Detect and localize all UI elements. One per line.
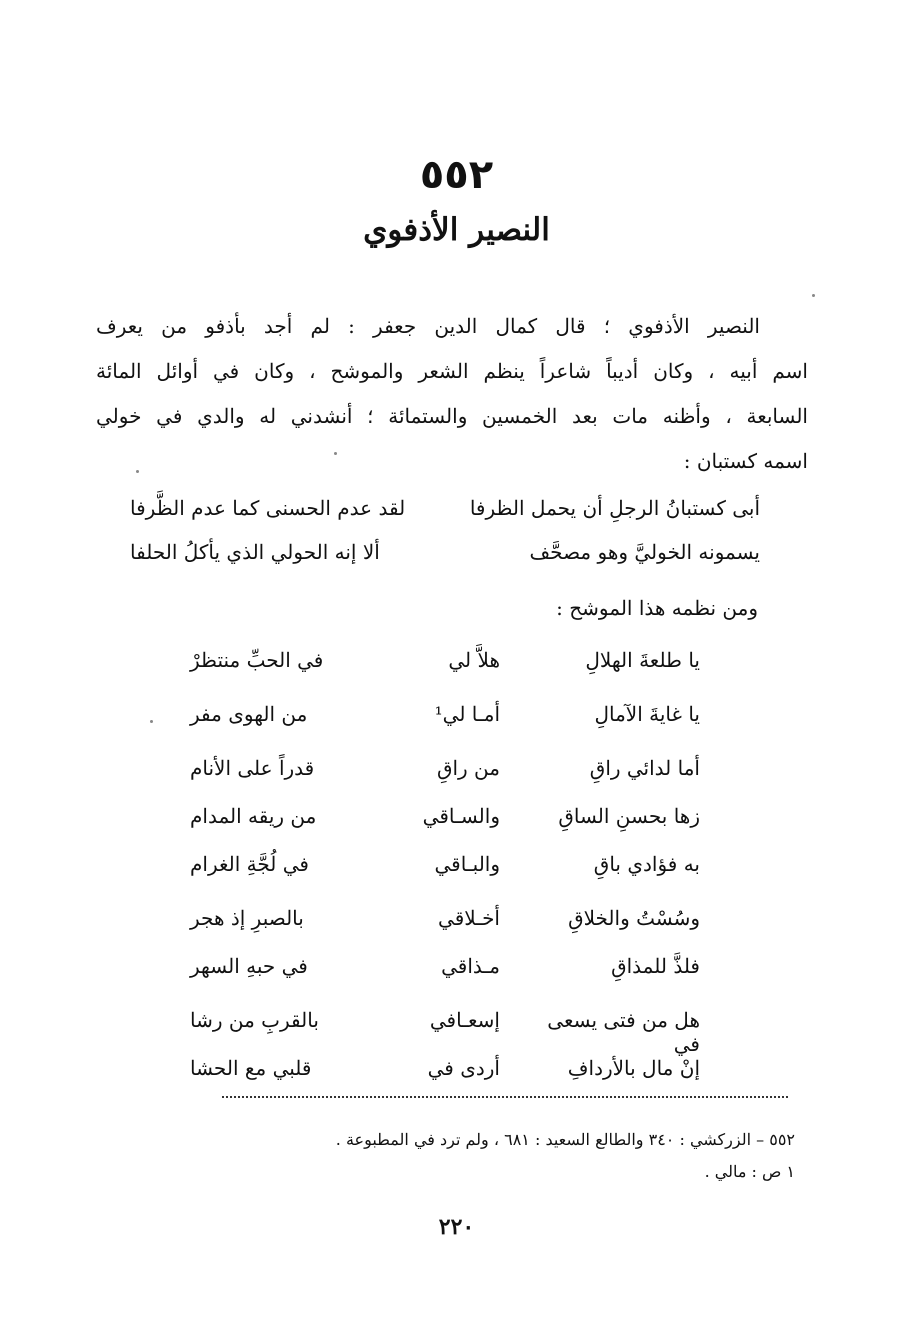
- muwashshah-part-b: من راقِ: [436, 756, 500, 780]
- muwashshah-part-b: والبـاقي: [434, 852, 500, 876]
- muwashshah-part-c: بالصبرِ إذ هجر: [190, 906, 304, 930]
- page-number: ٢٢٠: [438, 1214, 475, 1240]
- muwashshah-part-b: أمـا لي¹: [434, 702, 500, 726]
- muwashshah-part-a: يا طلعةَ الهلالِ: [585, 648, 700, 672]
- muwashshah-intro: ومن نظمه هذا الموشح :: [556, 596, 758, 620]
- muwashshah-part-c: من ريقه المدام: [190, 804, 317, 828]
- muwashshah-part-b: والسـاقي: [422, 804, 500, 828]
- muwashshah-row: [190, 804, 700, 852]
- intro-line: اسمه كستبان :: [683, 449, 808, 473]
- muwashshah-part-c: بالقربِ من رشا: [190, 1008, 319, 1032]
- footnote-divider: [222, 1096, 788, 1098]
- muwashshah-part-b: هلاَّ لي: [448, 648, 500, 672]
- intro-line: اسم أبيه ، وكان أديباً شاعراً ينظم الشعر والموشح ، وكان في أوائل المائة: [96, 359, 808, 383]
- muwashshah-poem: [190, 648, 700, 1104]
- footnote-source: ٥٥٢ – الزركشي : ٣٤٠ والطالع السعيد : ٦٨١ ، ولم ترد في المطبوعة .: [335, 1130, 795, 1149]
- muwashshah-row: [190, 954, 700, 1002]
- intro-line: النصير الأذفوي ؛ قال كمال الدين جعفر : لم أجد بأذفو من يعرف: [96, 314, 760, 338]
- footnote-variant: ١ ص : مالي .: [704, 1162, 795, 1181]
- poem-verses: [130, 496, 760, 584]
- footnotes: [235, 1124, 795, 1188]
- verse-first-hemistich: يسمونه الخوليَّ وهو مصحَّف: [529, 540, 760, 564]
- print-speck: [812, 294, 815, 297]
- muwashshah-part-a: به فؤادي باقِ: [593, 852, 700, 876]
- verse-first-hemistich: أبى كستبانُ الرجلِ أن يحمل الظرفا: [469, 496, 760, 520]
- muwashshah-row: [190, 852, 700, 900]
- muwashshah-row: [190, 702, 700, 750]
- muwashshah-part-a: يا غايةَ الآمالِ: [594, 702, 700, 726]
- muwashshah-part-b: أخـلاقي: [438, 906, 500, 930]
- entry-title: النصير الأذفوي: [363, 212, 550, 248]
- verse-second-hemistich: ألا إنه الحولي الذي يأكلُ الحلفا: [130, 540, 380, 564]
- muwashshah-part-c: من الهوى مفر: [190, 702, 308, 726]
- biography-paragraph: [96, 304, 808, 484]
- muwashshah-part-c: قلبي مع الحشا: [190, 1056, 312, 1080]
- muwashshah-part-a: هل من فتى يسعى في: [547, 1008, 700, 1056]
- muwashshah-row: [190, 756, 700, 804]
- print-speck: [136, 470, 139, 473]
- muwashshah-part-a: فلذَّ للمذاقِ: [611, 954, 700, 978]
- muwashshah-part-c: قدراً على الأنام: [190, 756, 315, 780]
- muwashshah-row: [190, 906, 700, 954]
- muwashshah-row: [190, 648, 700, 696]
- muwashshah-part-b: إسعـافي: [429, 1008, 500, 1032]
- muwashshah-part-c: في لُجَّةِ الغرام: [190, 852, 309, 876]
- muwashshah-part-c: في الحبِّ منتظرْ: [190, 648, 324, 672]
- muwashshah-part-a: وسُسْتُ والخلاقِ: [568, 906, 700, 930]
- verse-line: [130, 540, 760, 584]
- intro-line: السابعة ، وأظنه مات بعد الخمسين والستمائة ؛ أنشدني له والدي في خولي: [96, 404, 808, 428]
- verse-line: [130, 496, 760, 540]
- muwashshah-part-b: أردى في: [427, 1056, 500, 1080]
- muwashshah-part-b: مـذاقي: [441, 954, 500, 978]
- muwashshah-row: [190, 1008, 700, 1056]
- verse-second-hemistich: لقد عدم الحسنى كما عدم الظَّرفا: [130, 496, 406, 520]
- print-speck: [150, 720, 153, 723]
- muwashshah-part-a: زها بحسنِ الساقِ: [558, 804, 700, 828]
- print-speck: [334, 452, 337, 455]
- entry-number: ٥٥٢: [419, 152, 494, 198]
- muwashshah-part-c: في حبهِ السهر: [190, 954, 308, 978]
- muwashshah-part-a: أما لدائي راقِ: [589, 756, 700, 780]
- muwashshah-part-a: إنْ مال بالأردافِ: [567, 1056, 700, 1080]
